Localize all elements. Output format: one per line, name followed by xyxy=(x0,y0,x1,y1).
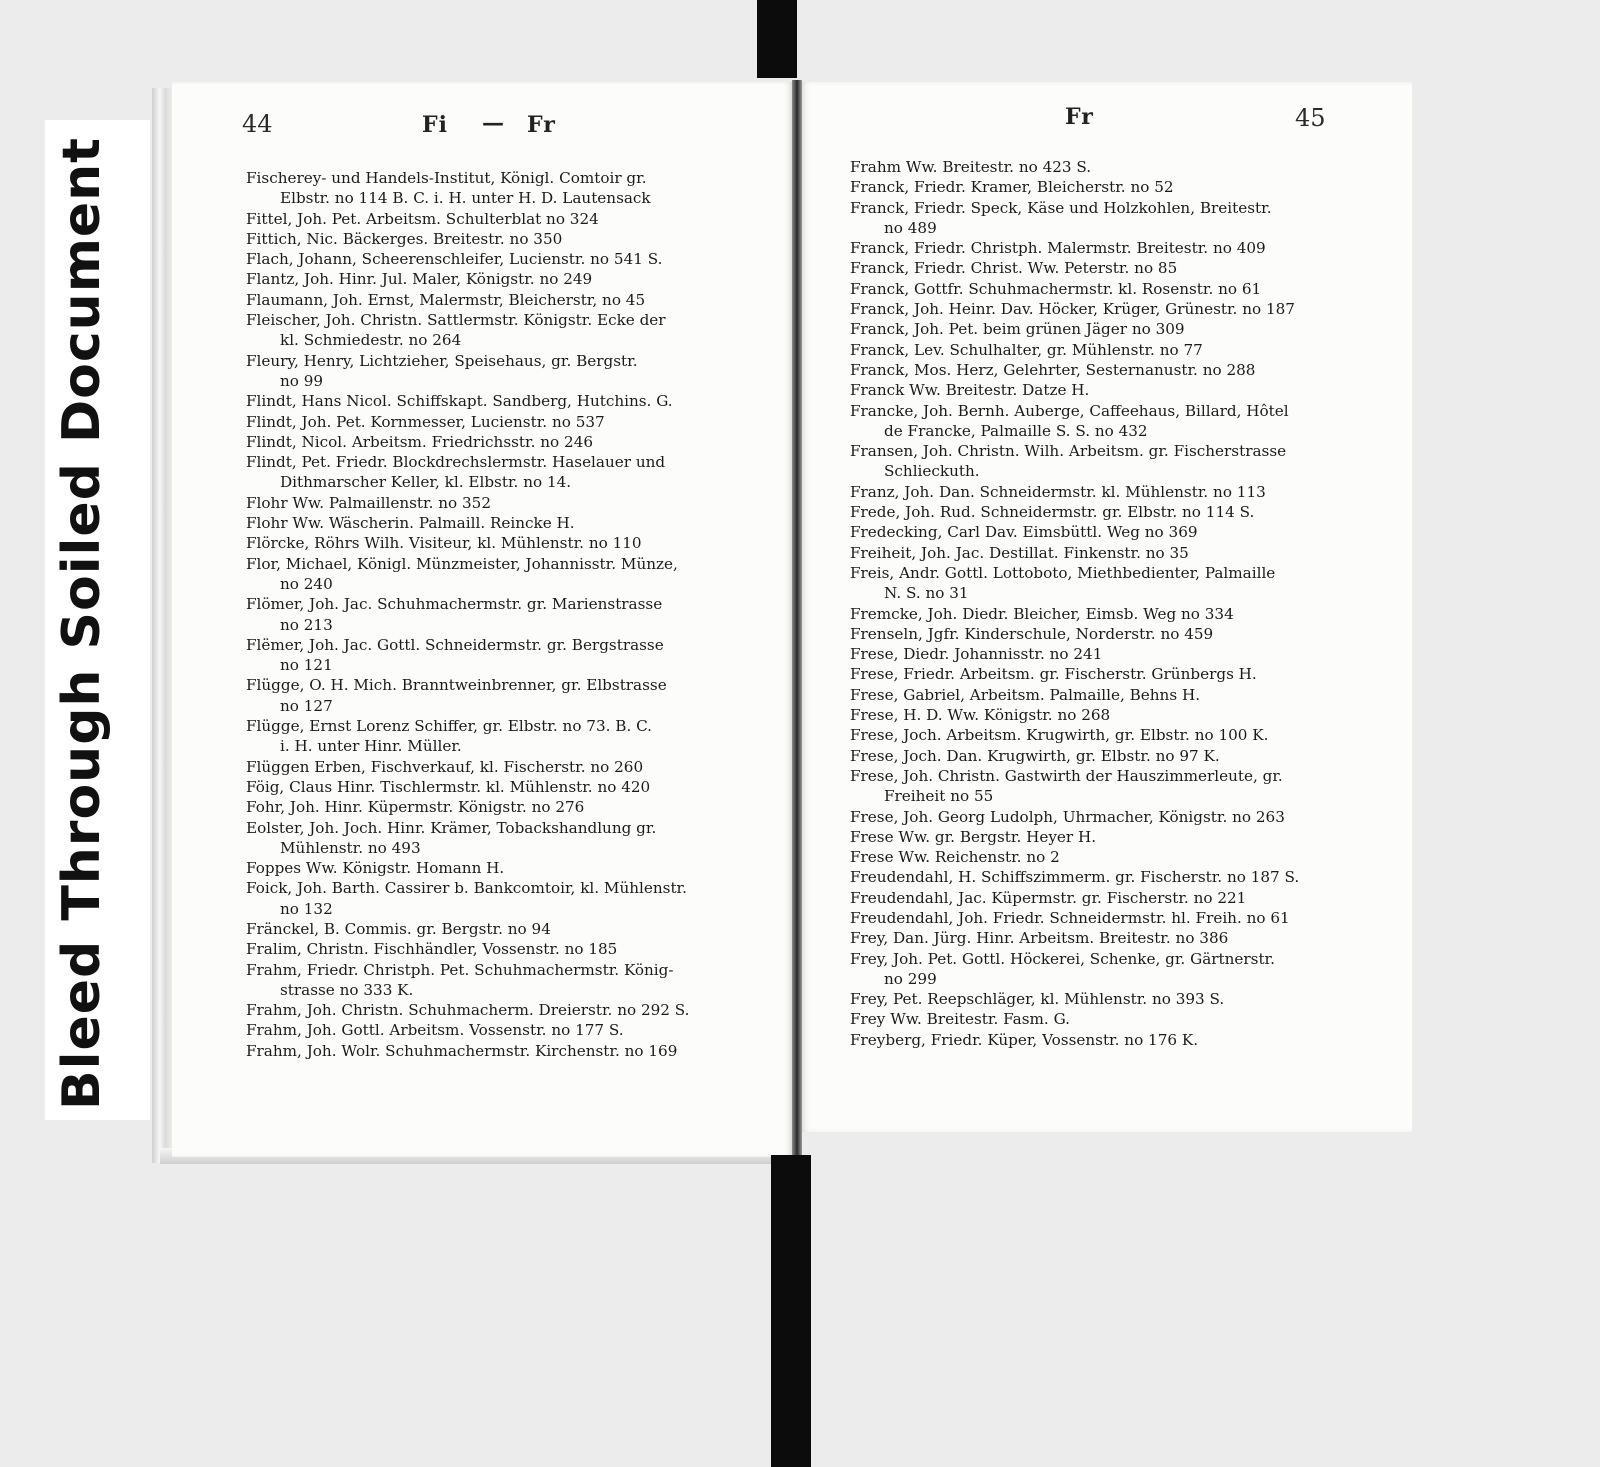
directory-entry xyxy=(850,685,1370,705)
entry-line: Flëmer, Joh. Jac. Gottl. Schneidermstr. gr. Bergstrasse xyxy=(246,635,664,654)
entry-line: Flindt, Hans Nicol. Schiffskapt. Sandberg, Hutchins. G. xyxy=(246,392,673,411)
directory-entry xyxy=(246,432,781,452)
entry-line: Frese, Joh. Christn. Gastwirth der Hauszimmerleute, gr. xyxy=(850,766,1283,785)
directory-entry xyxy=(850,766,1370,807)
entry-line: Flohr Ww. Wäscherin. Palmaill. Reincke H. xyxy=(246,514,575,533)
directory-entry xyxy=(850,1030,1370,1050)
left-page-number: 44 xyxy=(242,110,273,138)
book-edge-left xyxy=(152,88,174,1163)
entry-line: Flindt, Pet. Friedr. Blockdrechslermstr. Haselauer und xyxy=(246,453,666,472)
directory-entry xyxy=(246,960,781,1001)
entry-line: Fohr, Joh. Hinr. Küpermstr. Königstr. no 276 xyxy=(246,798,585,817)
directory-entry xyxy=(246,209,781,229)
entry-line: Freudendahl, H. Schiffszimmerm. gr. Fischerstr. no 187 S. xyxy=(850,868,1300,887)
right-page-number: 45 xyxy=(1295,104,1326,132)
directory-entry xyxy=(246,777,781,797)
entry-continuation: strasse no 333 K. xyxy=(280,980,414,999)
entry-line: Frese, Joh. Georg Ludolph, Uhrmacher, Königstr. no 263 xyxy=(850,807,1285,826)
entry-continuation: no 99 xyxy=(280,371,324,390)
directory-entry xyxy=(850,441,1370,482)
directory-entry xyxy=(246,858,781,878)
entry-line: Freiheit, Joh. Jac. Destillat. Finkenstr. no 35 xyxy=(850,543,1189,562)
directory-entry xyxy=(850,319,1370,339)
entry-line: Frese, H. D. Ww. Königstr. no 268 xyxy=(850,706,1111,725)
entry-line: Frahm, Friedr. Christph. Pet. Schuhmachermstr. König- xyxy=(246,960,674,979)
left-entry-list xyxy=(246,168,781,1061)
directory-entry xyxy=(850,401,1370,442)
entry-continuation: i. H. unter Hinr. Müller. xyxy=(280,737,462,756)
directory-entry xyxy=(850,644,1370,664)
directory-entry xyxy=(850,908,1370,928)
left-running-head-start: Fi xyxy=(422,112,448,138)
entry-line: Flindt, Nicol. Arbeitsm. Friedrichsstr. no 246 xyxy=(246,432,594,451)
directory-entry xyxy=(850,543,1370,563)
directory-entry xyxy=(850,746,1370,766)
directory-entry xyxy=(246,818,781,859)
directory-entry xyxy=(850,238,1370,258)
directory-entry xyxy=(246,412,781,432)
directory-entry xyxy=(850,502,1370,522)
entry-line: Flindt, Joh. Pet. Kornmesser, Lucienstr. no 537 xyxy=(246,412,605,431)
entry-line: Franz, Joh. Dan. Schneidermstr. kl. Mühlenstr. no 113 xyxy=(850,482,1266,501)
left-running-head-dash: — xyxy=(482,110,504,136)
directory-entry xyxy=(850,989,1370,1009)
entry-line: Franck, Friedr. Christ. Ww. Peterstr. no 85 xyxy=(850,259,1178,278)
entry-continuation: no 240 xyxy=(280,574,333,593)
directory-entry xyxy=(246,493,781,513)
entry-line: Frahm, Joh. Gottl. Arbeitsm. Vossenstr. no 177 S. xyxy=(246,1021,624,1040)
entry-line: Frese, Joch. Arbeitsm. Krugwirth, gr. Elbstr. no 100 K. xyxy=(850,726,1269,745)
entry-line: Franck, Gottfr. Schuhmachermstr. kl. Rosenstr. no 61 xyxy=(850,279,1262,298)
entry-line: Fredecking, Carl Dav. Eimsbüttl. Weg no 369 xyxy=(850,523,1198,542)
entry-continuation: no 121 xyxy=(280,656,333,675)
directory-entry xyxy=(246,675,781,716)
entry-line: Frey, Joh. Pet. Gottl. Höckerei, Schenke, gr. Gärtnerstr. xyxy=(850,949,1275,968)
directory-entry xyxy=(850,624,1370,644)
entry-line: Franck, Joh. Heinr. Dav. Höcker, Krüger, Grünestr. no 187 xyxy=(850,300,1295,319)
directory-entry xyxy=(850,360,1370,380)
entry-continuation: de Francke, Palmaille S. S. no 432 xyxy=(884,421,1148,440)
right-page xyxy=(800,82,1412,1132)
entry-line: Flor, Michael, Königl. Münzmeister, Johannisstr. Münze, xyxy=(246,554,678,573)
entry-continuation: Schlieckuth. xyxy=(884,462,980,481)
entry-continuation: N. S. no 31 xyxy=(884,584,969,603)
directory-entry xyxy=(850,928,1370,948)
entry-continuation: Freiheit no 55 xyxy=(884,787,994,806)
directory-entry xyxy=(850,563,1370,604)
entry-continuation: Dithmarscher Keller, kl. Elbstr. no 14. xyxy=(280,473,572,492)
entry-line: Flügge, Ernst Lorenz Schiffer, gr. Elbstr. no 73. B. C. xyxy=(246,717,653,736)
left-running-head-end: Fr xyxy=(527,112,556,138)
directory-entry xyxy=(246,757,781,777)
directory-entry xyxy=(246,797,781,817)
directory-entry xyxy=(246,391,781,411)
directory-entry xyxy=(850,380,1370,400)
directory-entry xyxy=(850,949,1370,990)
directory-entry xyxy=(246,716,781,757)
directory-entry xyxy=(850,340,1370,360)
directory-entry xyxy=(850,279,1370,299)
directory-entry xyxy=(850,258,1370,278)
entry-line: Frey Ww. Breitestr. Fasm. G. xyxy=(850,1010,1070,1029)
entry-continuation: no 127 xyxy=(280,696,333,715)
entry-line: Freyberg, Friedr. Küper, Vossenstr. no 176 K. xyxy=(850,1030,1199,1049)
directory-entry xyxy=(246,1020,781,1040)
entry-line: Flügge, O. H. Mich. Branntweinbrenner, gr. Elbstrasse xyxy=(246,676,667,695)
entry-line: Flörcke, Röhrs Wilh. Visiteur, kl. Mühlenstr. no 110 xyxy=(246,534,642,553)
entry-line: Frese, Gabriel, Arbeitsm. Palmaille, Behns H. xyxy=(850,685,1201,704)
entry-line: Fleury, Henry, Lichtzieher, Speisehaus, gr. Bergstr. xyxy=(246,351,638,370)
directory-entry xyxy=(246,452,781,493)
entry-line: Fleischer, Joh. Christn. Sattlermstr. Königstr. Ecke der xyxy=(246,311,666,330)
right-entry-list xyxy=(850,157,1370,1050)
entry-line: Frey, Dan. Jürg. Hinr. Arbeitsm. Breitestr. no 386 xyxy=(850,929,1229,948)
directory-entry xyxy=(246,919,781,939)
entry-line: Föig, Claus Hinr. Tischlermstr. kl. Mühlenstr. no 420 xyxy=(246,777,651,796)
entry-line: Frese, Friedr. Arbeitsm. gr. Fischerstr. Grünbergs H. xyxy=(850,665,1257,684)
entry-line: Fralim, Christn. Fischhändler, Vossenstr. no 185 xyxy=(246,940,618,959)
entry-line: Frese, Joch. Dan. Krugwirth, gr. Elbstr. no 97 K. xyxy=(850,746,1220,765)
scanner-bar-bottom xyxy=(771,1155,811,1467)
entry-continuation: kl. Schmiedestr. no 264 xyxy=(280,331,462,350)
entry-line: Franck, Lev. Schulhalter, gr. Mühlenstr. no 77 xyxy=(850,340,1203,359)
entry-line: Fremcke, Joh. Diedr. Bleicher, Eimsb. Weg no 334 xyxy=(850,604,1234,623)
directory-entry xyxy=(850,664,1370,684)
entry-line: Eolster, Joh. Joch. Hinr. Krämer, Tobackshandlung gr. xyxy=(246,818,657,837)
directory-entry xyxy=(850,482,1370,502)
entry-continuation: Elbstr. no 114 B. C. i. H. unter H. D. Lautensack xyxy=(280,189,651,208)
entry-line: Franck, Friedr. Christph. Malermstr. Breitestr. no 409 xyxy=(850,239,1266,258)
entry-line: Frey, Pet. Reepschläger, kl. Mühlenstr. no 393 S. xyxy=(850,990,1225,1009)
entry-line: Flach, Johann, Scheerenschleifer, Lucienstr. no 541 S. xyxy=(246,250,663,269)
entry-continuation: no 299 xyxy=(884,969,937,988)
directory-entry xyxy=(850,299,1370,319)
directory-entry xyxy=(246,635,781,676)
entry-line: Frenseln, Jgfr. Kinderschule, Norderstr. no 459 xyxy=(850,624,1214,643)
entry-line: Flömer, Joh. Jac. Schuhmachermstr. gr. Marienstrasse xyxy=(246,595,663,614)
entry-continuation: no 132 xyxy=(280,899,333,918)
directory-entry xyxy=(850,888,1370,908)
entry-line: Franck Ww. Breitestr. Datze H. xyxy=(850,381,1090,400)
directory-entry xyxy=(850,725,1370,745)
entry-line: Flohr Ww. Palmaillenstr. no 352 xyxy=(246,493,491,512)
entry-line: Flüggen Erben, Fischverkauf, kl. Fischerstr. no 260 xyxy=(246,757,644,776)
directory-entry xyxy=(246,594,781,635)
entry-line: Fittel, Joh. Pet. Arbeitsm. Schulterblat no 324 xyxy=(246,209,599,228)
directory-entry xyxy=(850,847,1370,867)
directory-entry xyxy=(246,168,781,209)
entry-line: Franck, Friedr. Kramer, Bleicherstr. no 52 xyxy=(850,178,1174,197)
directory-entry xyxy=(850,1009,1370,1029)
directory-entry xyxy=(850,604,1370,624)
directory-entry xyxy=(246,351,781,392)
directory-entry xyxy=(246,533,781,553)
directory-entry xyxy=(850,522,1370,542)
entry-line: Flaumann, Joh. Ernst, Malermstr, Bleicherstr, no 45 xyxy=(246,290,646,309)
entry-continuation: no 489 xyxy=(884,218,937,237)
entry-line: Frese Ww. Reichenstr. no 2 xyxy=(850,848,1060,867)
directory-entry xyxy=(246,1000,781,1020)
directory-entry xyxy=(246,554,781,595)
entry-line: Freudendahl, Jac. Küpermstr. gr. Fischerstr. no 221 xyxy=(850,888,1247,907)
directory-entry xyxy=(246,513,781,533)
entry-line: Frahm Ww. Breitestr. no 423 S. xyxy=(850,158,1092,176)
directory-entry xyxy=(850,198,1370,239)
entry-line: Frahm, Joh. Christn. Schuhmacherm. Dreierstr. no 292 S. xyxy=(246,1001,690,1020)
entry-line: Franck, Friedr. Speck, Käse und Holzkohlen, Breitestr. xyxy=(850,198,1272,217)
entry-line: Fransen, Joh. Christn. Wilh. Arbeitsm. gr. Fischerstrasse xyxy=(850,442,1287,461)
right-running-head: Fr xyxy=(1065,104,1094,130)
entry-line: Freis, Andr. Gottl. Lottoboto, Miethbedienter, Palmaille xyxy=(850,563,1276,582)
entry-line: Franck, Mos. Herz, Gelehrter, Sesternanustr. no 288 xyxy=(850,360,1256,379)
directory-entry xyxy=(246,1041,781,1061)
entry-line: Foppes Ww. Königstr. Homann H. xyxy=(246,859,505,878)
directory-entry xyxy=(850,705,1370,725)
directory-entry xyxy=(246,878,781,919)
entry-line: Flantz, Joh. Hinr. Jul. Maler, Königstr. no 249 xyxy=(246,270,593,289)
book-gutter xyxy=(792,80,802,1158)
entry-line: Freudendahl, Joh. Friedr. Schneidermstr. hl. Freih. no 61 xyxy=(850,908,1290,927)
entry-line: Foick, Joh. Barth. Cassirer b. Bankcomtoir, kl. Mühlenstr. xyxy=(246,879,687,898)
entry-line: Franck, Joh. Pet. beim grünen Jäger no 309 xyxy=(850,320,1185,339)
directory-entry xyxy=(246,939,781,959)
stamp-label: Bleed Through Soiled Document xyxy=(52,136,112,1110)
directory-entry xyxy=(246,290,781,310)
entry-line: Fittich, Nic. Bäckerges. Breitestr. no 350 xyxy=(246,229,563,248)
directory-entry xyxy=(246,229,781,249)
entry-line: Frese Ww. gr. Bergstr. Heyer H. xyxy=(850,827,1097,846)
directory-entry xyxy=(246,310,781,351)
directory-entry xyxy=(850,157,1370,177)
left-page xyxy=(172,82,794,1157)
entry-line: Frede, Joh. Rud. Schneidermstr. gr. Elbstr. no 114 S. xyxy=(850,503,1255,522)
directory-entry xyxy=(850,827,1370,847)
entry-continuation: Mühlenstr. no 493 xyxy=(280,838,421,857)
entry-continuation: no 213 xyxy=(280,615,333,634)
entry-line: Frahm, Joh. Wolr. Schuhmachermstr. Kirchenstr. no 169 xyxy=(246,1041,678,1060)
directory-entry xyxy=(246,269,781,289)
entry-line: Fränckel, B. Commis. gr. Bergstr. no 94 xyxy=(246,919,551,938)
directory-entry xyxy=(850,177,1370,197)
entry-line: Frese, Diedr. Johannisstr. no 241 xyxy=(850,645,1103,664)
directory-entry xyxy=(246,249,781,269)
directory-entry xyxy=(850,807,1370,827)
entry-line: Fischerey- und Handels-Institut, Königl. Comtoir gr. xyxy=(246,169,647,187)
entry-line: Francke, Joh. Bernh. Auberge, Caffeehaus, Billard, Hôtel xyxy=(850,401,1289,420)
directory-entry xyxy=(850,867,1370,887)
scanner-bar-top xyxy=(757,0,797,78)
